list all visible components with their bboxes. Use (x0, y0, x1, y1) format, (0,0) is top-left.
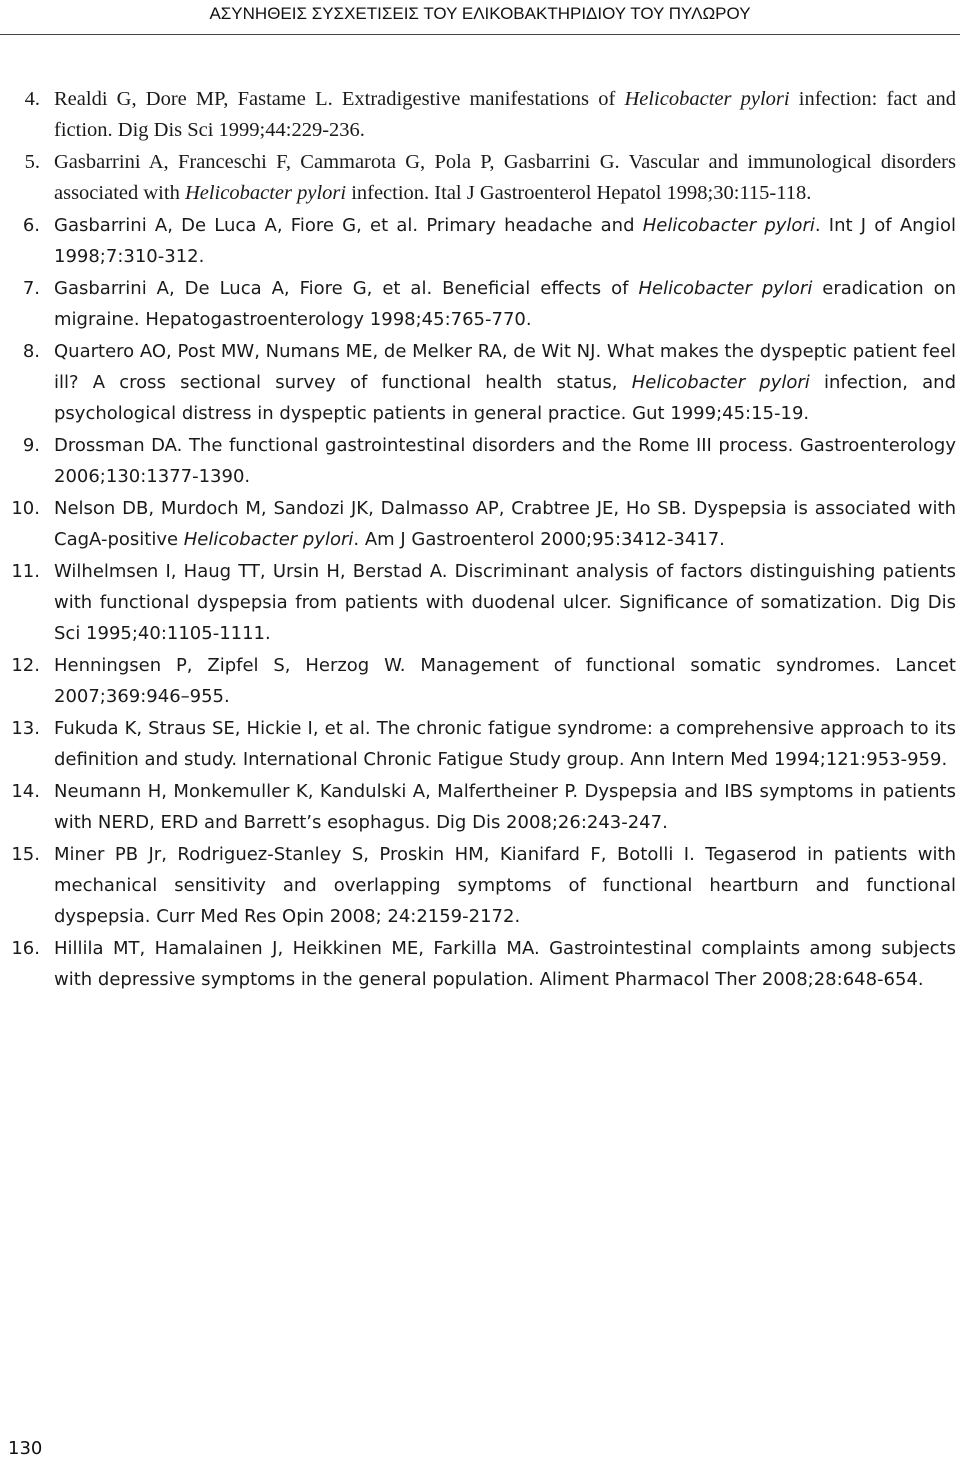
reference-text-segment: Nelson DB, Murdoch M, Sandozi JK, Dalmasso AP, Crabtree JE, Ho SB. Dyspepsia is associated with CagA-positive (54, 498, 956, 550)
reference-item (0, 84, 960, 146)
reference-item (0, 556, 960, 649)
reference-text-segment: Henningsen P, Zipfel S, Herzog W. Management of functional somatic syndromes. Lancet 2007;369:946–955. (54, 655, 956, 707)
reference-text (54, 655, 956, 707)
reference-number: 13. (11, 718, 40, 739)
reference-text (54, 278, 956, 330)
reference-text-segment: infection: fact and fiction. Dig Dis Sci 1999;44:229-236. (54, 88, 956, 141)
reference-text (54, 498, 956, 550)
reference-text (54, 215, 956, 267)
reference-text-segment: infection, and psychological distress in dyspeptic patients in general practice. Gut 1999;45:15-19. (54, 372, 956, 424)
reference-text-segment: Hillila MT, Hamalainen J, Heikkinen ME, Farkilla MA. Gastrointestinal complaints among subjects with depressive symptoms in the general population. Aliment Pharmacol Ther 2008;28:648-654. (54, 938, 956, 990)
italic-species-name: Helicobacter pylori (638, 278, 813, 299)
reference-text-segment: Realdi G, Dore MP, Fastame L. Extradigestive manifestations of (54, 88, 625, 110)
reference-number: 4. (24, 88, 40, 110)
reference-text-segment: Fukuda K, Straus SE, Hickie I, et al. The chronic fatigue syndrome: a comprehensive approach to its definition and study. International Chronic Fatigue Study group. Ann Intern Med 1994;121:953-959. (54, 718, 956, 770)
reference-text-segment: Drossman DA. The functional gastrointestinal disorders and the Rome III process. Gastroenterology 2006;130:1377-1390. (54, 435, 956, 487)
reference-text-segment: Wilhelmsen I, Haug TT, Ursin H, Berstad A. Discriminant analysis of factors distinguishing patients with functional dyspepsia from patients with duodenal ulcer. Significance of somatization. Dig Dis Sci 1995;40:1105-1111. (54, 561, 956, 644)
reference-number: 9. (22, 435, 40, 456)
page-number: 130 (8, 1438, 43, 1459)
reference-item (0, 336, 960, 429)
reference-text-segment: . Int J of Angiol 1998;7:310-312. (54, 215, 956, 267)
reference-text-segment: . Am J Gastroenterol 2000;95:3412-3417. (353, 529, 725, 550)
italic-species-name: Helicobacter pylori (184, 182, 347, 204)
reference-number: 7. (22, 278, 40, 299)
reference-text-segment: Gasbarrini A, De Luca A, Fiore G, et al. Beneficial effects of (54, 278, 639, 299)
reference-number: 6. (22, 215, 40, 236)
reference-text (54, 435, 956, 487)
reference-item (0, 839, 960, 932)
italic-species-name: Helicobacter pylori (624, 88, 790, 110)
reference-item (0, 493, 960, 555)
reference-number: 5. (24, 151, 40, 173)
italic-species-name: Helicobacter pylori (631, 372, 810, 393)
reference-text (54, 938, 956, 990)
reference-list (0, 84, 960, 996)
reference-text-segment: Gasbarrini A, De Luca A, Fiore G, et al. Primary headache and (54, 215, 643, 236)
reference-number: 11. (11, 561, 40, 582)
reference-item (0, 430, 960, 492)
reference-text (54, 718, 956, 770)
reference-text (54, 844, 956, 927)
reference-number: 8. (22, 341, 40, 362)
reference-text (54, 151, 956, 204)
reference-text-segment: Miner PB Jr, Rodriguez-Stanley S, Proskin HM, Kianifard F, Botolli I. Tegaserod in patients with mechanical sensitivity and overlapping symptoms of functional heartburn and functional dyspepsia. Curr Med Res Opin 2008; 24:2159-2172. (54, 844, 956, 927)
reference-number: 12. (11, 655, 40, 676)
reference-text (54, 88, 956, 141)
reference-text (54, 341, 956, 424)
reference-text (54, 781, 956, 833)
reference-text-segment: infection. Ital J Gastroenterol Hepatol 1998;30:115-118. (346, 182, 812, 204)
reference-item (0, 713, 960, 775)
reference-text-segment: Neumann H, Monkemuller K, Kandulski A, Malfertheiner P. Dyspepsia and IBS symptoms in patients with NERD, ERD and Barrett’s esophagus. Dig Dis 2008;26:243-247. (54, 781, 956, 833)
reference-item (0, 210, 960, 272)
reference-item (0, 273, 960, 335)
reference-item (0, 147, 960, 209)
header-rule (0, 34, 960, 35)
reference-item (0, 776, 960, 838)
reference-item (0, 933, 960, 995)
italic-species-name: Helicobacter pylori (183, 529, 354, 550)
reference-text-segment: eradication on migraine. Hepatogastroenterology 1998;45:765-770. (54, 278, 957, 330)
reference-number: 15. (11, 844, 40, 865)
running-header: ΑΣΥΝΗΘΕΙΣ ΣΥΣΧΕΤΙΣΕΙΣ ΤΟΥ ΕΛΙΚΟΒΑΚΤΗΡΙΔΙΟΥ ΤΟΥ ΠΥΛΩΡΟΥ (209, 4, 751, 23)
reference-number: 10. (11, 498, 40, 519)
reference-number: 14. (11, 781, 40, 802)
reference-item (0, 650, 960, 712)
reference-text-segment: Gasbarrini A, Franceschi F, Cammarota G, Pola P, Gasbarrini G. Vascular and immunological disorders associated with (54, 151, 956, 204)
italic-species-name: Helicobacter pylori (642, 215, 815, 236)
reference-number: 16. (11, 938, 40, 959)
reference-text-segment: Quartero AO, Post MW, Numans ME, de Melker RA, de Wit NJ. What makes the dyspeptic patient feel ill? A cross sectional survey of functional health status, (54, 341, 957, 393)
reference-text (54, 561, 956, 644)
